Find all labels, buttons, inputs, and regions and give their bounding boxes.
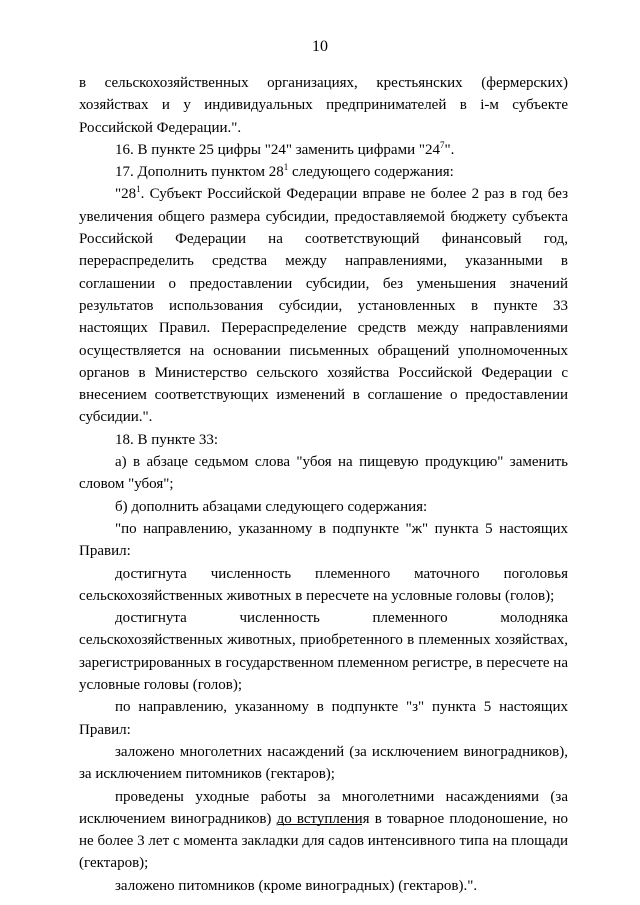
paragraph-text-end: ". <box>444 141 455 158</box>
paragraph-text: 16. В пункте 25 цифры "24" заменить цифрами "24 <box>115 141 440 158</box>
closing-rule <box>278 824 362 825</box>
page-number: 10 <box>312 38 328 55</box>
paragraph-subitem-a: а) в абзаце седьмом слова "убоя на пищевую продукцию" заменить словом "убоя"; <box>79 454 568 493</box>
document-body <box>79 72 568 897</box>
paragraph-continuation: в сельскохозяйственных организациях, крестьянских (фермерских) хозяйствах и у индивидуальных предпринимателей в i-м субъекте Российской Федерации.". <box>79 75 568 136</box>
paragraph-text-end: . Субъект Российской Федерации вправе не более 2 раз в год без увеличения общего размера субсидии, предоставляемой бюджету субъекта Российской Федерации на соответствующий финансовый год, перераспределить средства между направлениями, указанными в соглашении о предоставлении субсидии, без уменьшения значений результатов использования субсидии, установленных в пункте 33 настоящих Правил. Перераспределение средств между направлениями осуществляется на основании письменных обращений уполномоченных органов в Министерство сельского хозяйства Российской Федерации с внесением соответствующих изменений в соглашение о предоставлении субсидии.". <box>79 186 568 426</box>
paragraph-text-end: следующего содержания: <box>288 164 454 181</box>
superscript: 1 <box>283 162 289 173</box>
paragraph-text: "28 <box>115 186 137 203</box>
paragraph-young-stock: достигнута численность племенного молодняка сельскохозяйственных животных, приобретенного в племенных хозяйствах, зарегистрированных в государственном племенном регистре, в пересчете на условные головы (голов); <box>79 610 568 694</box>
paragraph-perennial-plantings: заложено многолетних насаждений (за исключением виноградников), за исключением питомников (гектаров); <box>79 743 568 783</box>
superscript: 7 <box>439 139 445 150</box>
paragraph-direction-z: по направлению, указанному в подпункте "з" пункта 5 настоящих Правил: <box>79 699 568 738</box>
paragraph-item-17 <box>79 161 568 183</box>
paragraph-direction-zh: "по направлению, указанному в подпункте "ж" пункта 5 настоящих Правил: <box>79 520 568 560</box>
paragraph-item-16 <box>79 139 568 161</box>
paragraph-maintenance-work: проведены уходные работы за многолетними насаждениями (за исключением виноградников) до вступления в товарное плодоношение, но не более 3 лет с момента закладки для садов интенсивного типа на площади (гектаров); <box>79 788 568 872</box>
paragraph-text: 17. Дополнить пунктом 28 <box>115 164 284 181</box>
superscript: 1 <box>136 184 141 195</box>
paragraph-subitem-b: б) дополнить абзацами следующего содержания: <box>115 498 428 515</box>
paragraph-breeding-stock: достигнута численность племенного маточного поголовья сельскохозяйственных животных в пересчете на условные головы (голов); <box>79 565 568 604</box>
paragraph-item-28-1 <box>79 183 568 428</box>
paragraph-nurseries: заложено питомников (кроме виноградных) (гектаров).". <box>115 877 478 894</box>
paragraph-item-18: 18. В пункте 33: <box>115 431 219 448</box>
